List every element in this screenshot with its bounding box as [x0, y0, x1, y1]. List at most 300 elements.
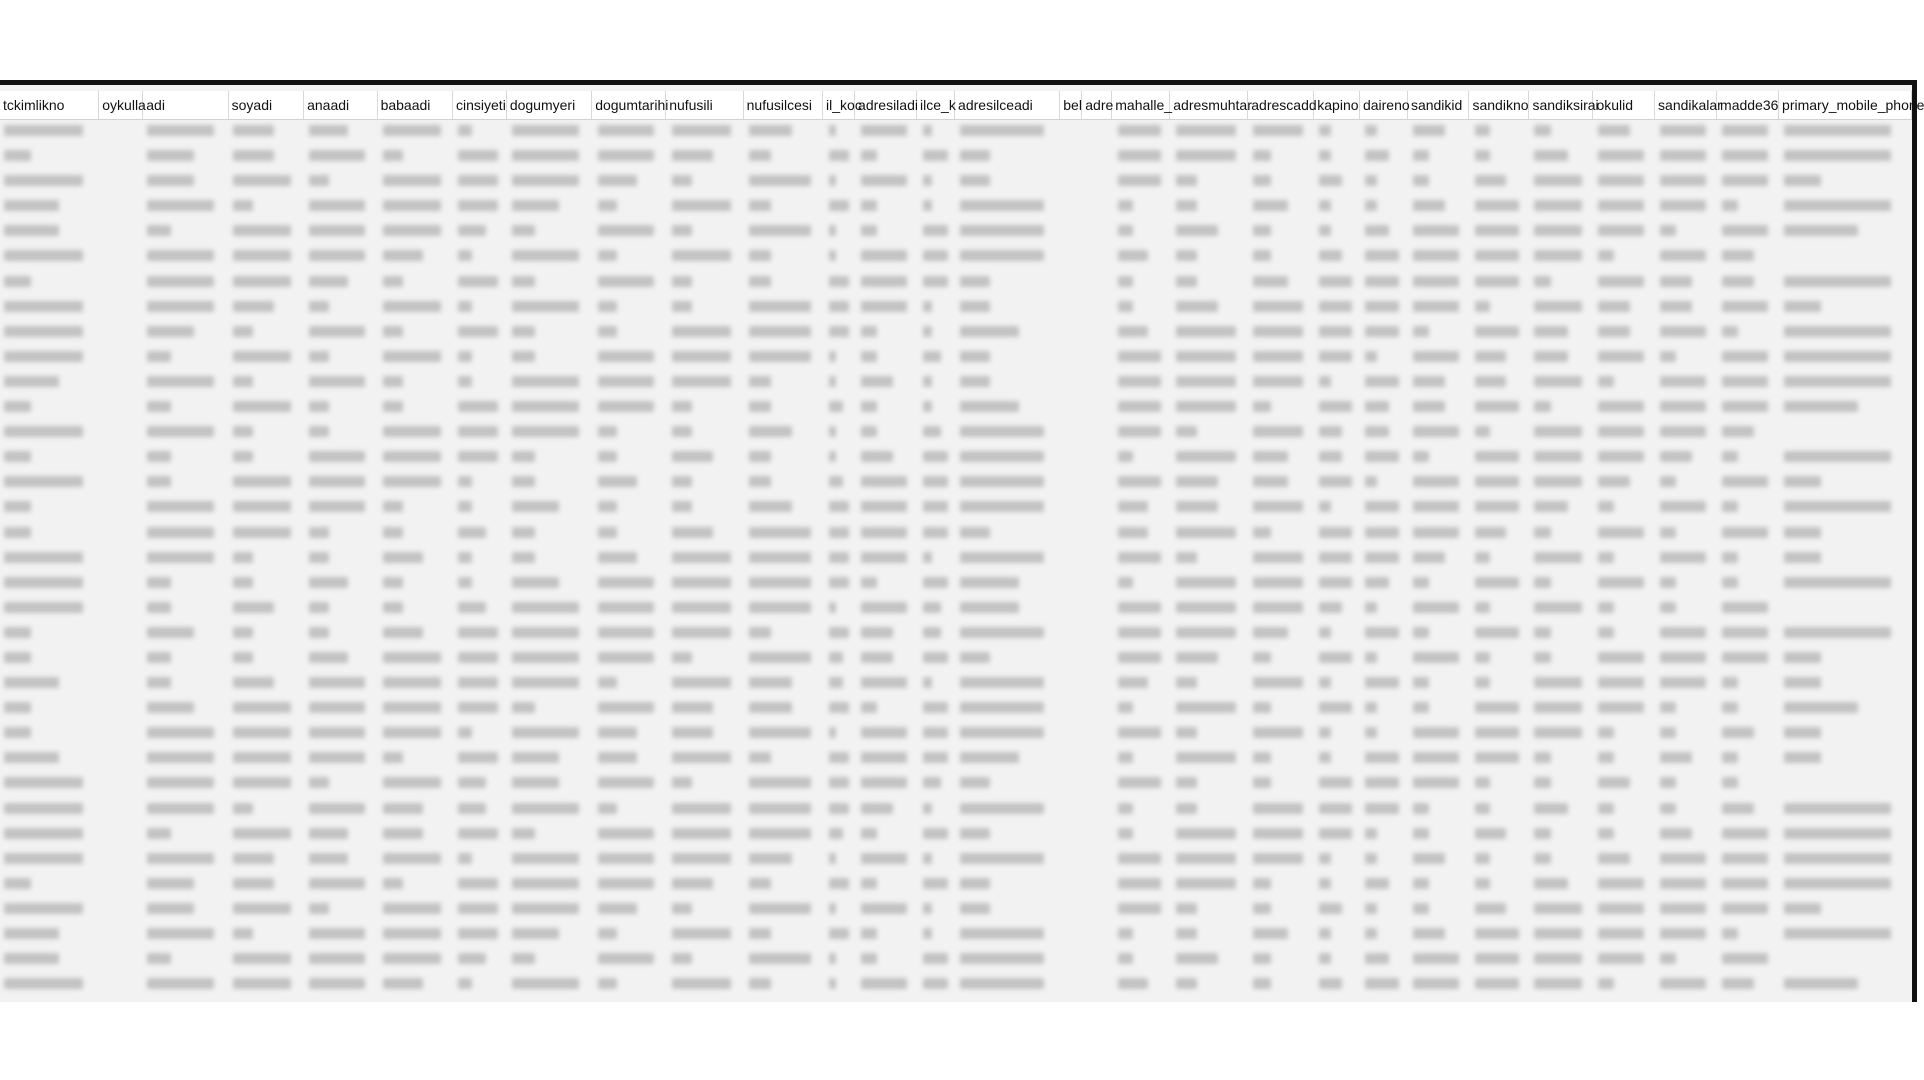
table-cell [508, 495, 594, 520]
table-cell [454, 646, 508, 671]
blurred-cell-value [1176, 376, 1236, 387]
table-cell [1315, 746, 1361, 771]
table-cell [825, 395, 857, 420]
column-header-oykulla[interactable]: oykulla [99, 91, 143, 119]
blurred-cell-value [923, 125, 932, 136]
blurred-cell-value [1413, 677, 1429, 688]
blurred-cell-value [749, 577, 811, 588]
table-cell [229, 746, 305, 771]
blurred-cell-value [233, 476, 291, 487]
table-row [0, 822, 1912, 847]
blurred-cell-value [383, 777, 441, 788]
table-cell [143, 244, 229, 269]
table-cell [1471, 345, 1531, 370]
table-cell [1172, 521, 1250, 546]
table-row [0, 169, 1912, 194]
blurred-cell-value [861, 326, 877, 337]
blurred-cell-value [1118, 451, 1133, 462]
table-cell [379, 144, 455, 169]
blurred-cell-value [1118, 627, 1161, 638]
column-header-babaadi[interactable]: babaadi [378, 91, 453, 119]
blurred-cell-value [1365, 401, 1389, 412]
table-cell [745, 370, 825, 395]
blurred-data-rows [0, 119, 1912, 997]
table-cell [668, 771, 746, 796]
table-cell [1249, 646, 1315, 671]
blurred-cell-value [233, 978, 291, 989]
table-cell [229, 521, 305, 546]
table-cell [1062, 721, 1084, 746]
blurred-cell-value [1413, 552, 1445, 563]
table-cell [305, 395, 379, 420]
blurred-cell-value [1319, 552, 1352, 563]
column-header-adresilceadi[interactable]: adresilceadi [955, 91, 1060, 119]
blurred-cell-value [672, 627, 732, 638]
table-cell [956, 495, 1062, 520]
blurred-cell-value [1365, 426, 1389, 437]
table-cell [305, 947, 379, 972]
table-cell [508, 445, 594, 470]
table-cell [668, 521, 746, 546]
table-cell [1172, 169, 1250, 194]
blurred-cell-value [1319, 426, 1342, 437]
table-cell [143, 671, 229, 696]
blurred-cell-value [1413, 376, 1445, 387]
table-cell [1530, 119, 1594, 144]
table-cell [1530, 219, 1594, 244]
blurred-cell-value [1475, 602, 1491, 613]
column-header-mahalle-[interactable]: mahalle_ [1112, 91, 1170, 119]
table-cell [454, 872, 508, 897]
blurred-cell-value [1253, 451, 1288, 462]
table-cell [100, 947, 144, 972]
blurred-cell-value [960, 125, 1044, 136]
table-cell [1656, 495, 1718, 520]
spreadsheet-grid[interactable] [0, 80, 1924, 1002]
table-row [0, 696, 1912, 721]
blurred-cell-value [1365, 677, 1399, 688]
blurred-cell-value [923, 928, 932, 939]
column-header-madde36[interactable]: madde36 [1717, 91, 1779, 119]
table-cell [857, 445, 919, 470]
blurred-cell-value [458, 577, 472, 588]
table-cell [594, 495, 668, 520]
blurred-cell-value [383, 225, 441, 236]
column-header-daireno[interactable]: daireno [1360, 91, 1408, 119]
blurred-cell-value [309, 276, 348, 287]
table-cell [1315, 270, 1361, 295]
blurred-cell-value [1118, 552, 1161, 563]
table-cell [1114, 847, 1172, 872]
table-cell [229, 119, 305, 144]
column-header-soyadi[interactable]: soyadi [229, 91, 304, 119]
table-cell [229, 822, 305, 847]
table-cell [1315, 872, 1361, 897]
blurred-cell-value [1365, 250, 1399, 261]
blurred-cell-value [1598, 903, 1644, 914]
blurred-cell-value [309, 250, 366, 261]
column-header-primary-mobile-phone[interactable]: primary_mobile_phone [1779, 91, 1912, 119]
table-cell [508, 847, 594, 872]
table-cell [1249, 822, 1315, 847]
table-cell [1594, 470, 1656, 495]
blurred-cell-value [309, 326, 366, 337]
table-cell [100, 972, 144, 997]
table-cell [594, 395, 668, 420]
table-cell [229, 194, 305, 219]
table-cell [919, 345, 957, 370]
blurred-cell-value [233, 928, 253, 939]
table-cell [454, 696, 508, 721]
blurred-cell-value [829, 928, 850, 939]
table-cell [305, 621, 379, 646]
column-header-sandikno[interactable]: sandikno [1469, 91, 1529, 119]
blurred-cell-value [1784, 552, 1821, 563]
column-header-adresmuhtar[interactable]: adresmuhtar [1170, 91, 1248, 119]
table-cell [100, 194, 144, 219]
table-cell [1172, 320, 1250, 345]
column-header-kapino[interactable]: kapino [1314, 91, 1360, 119]
table-cell [1084, 295, 1114, 320]
table-cell [1594, 546, 1656, 571]
blurred-cell-value [1365, 903, 1377, 914]
table-cell [143, 847, 229, 872]
blurred-cell-value [1176, 878, 1236, 889]
column-header-bel[interactable]: bel [1060, 91, 1082, 119]
blurred-cell-value [1784, 225, 1859, 236]
table-cell [668, 395, 746, 420]
blurred-cell-value [1784, 903, 1821, 914]
blurred-cell-value [598, 426, 618, 437]
table-cell [1361, 521, 1409, 546]
blurred-cell-value [1475, 878, 1491, 889]
table-cell [0, 119, 100, 144]
table-cell [1249, 897, 1315, 922]
blurred-cell-value [1534, 928, 1582, 939]
blurred-cell-value [309, 627, 329, 638]
table-cell [100, 270, 144, 295]
table-cell [305, 696, 379, 721]
table-cell [305, 847, 379, 872]
table-cell [1062, 395, 1084, 420]
column-header-sandiksirai[interactable]: sandiksirai [1529, 91, 1593, 119]
blurred-cell-value [1118, 376, 1161, 387]
table-cell [508, 295, 594, 320]
blurred-cell-value [598, 777, 655, 788]
table-cell [825, 144, 857, 169]
blurred-cell-value [1660, 125, 1706, 136]
table-cell [1361, 295, 1409, 320]
blurred-cell-value [1319, 476, 1352, 487]
blurred-cell-value [1598, 978, 1614, 989]
table-cell [594, 169, 668, 194]
blurred-cell-value [512, 777, 559, 788]
table-cell [379, 721, 455, 746]
table-cell [0, 445, 100, 470]
table-cell [1471, 546, 1531, 571]
table-row [0, 445, 1912, 470]
blurred-cell-value [233, 451, 253, 462]
blurred-cell-value [923, 577, 949, 588]
table-cell [1084, 244, 1114, 269]
table-cell [1530, 295, 1594, 320]
table-cell [229, 144, 305, 169]
blurred-cell-value [829, 527, 850, 538]
table-cell [668, 244, 746, 269]
blurred-cell-value [1722, 501, 1738, 512]
blurred-cell-value [1413, 351, 1459, 362]
blurred-cell-value [1413, 828, 1429, 839]
blurred-cell-value [512, 878, 579, 889]
table-cell [1361, 972, 1409, 997]
column-header-nufusilcesi[interactable]: nufusilcesi [744, 91, 823, 119]
table-cell [956, 320, 1062, 345]
blurred-cell-value [1319, 928, 1330, 939]
table-cell [508, 771, 594, 796]
table-cell [1530, 771, 1594, 796]
blurred-cell-value [1365, 301, 1399, 312]
blurred-cell-value [4, 276, 31, 287]
blurred-cell-value [1365, 577, 1389, 588]
blurred-cell-value [1660, 652, 1706, 663]
column-header-nufusili[interactable]: nufusili [666, 91, 743, 119]
blurred-cell-value [309, 727, 366, 738]
table-cell [1656, 646, 1718, 671]
table-cell [305, 922, 379, 947]
column-header-anaadi[interactable]: anaadi [304, 91, 377, 119]
blurred-cell-value [1176, 627, 1236, 638]
table-cell [1315, 420, 1361, 445]
blurred-cell-value [1365, 125, 1377, 136]
table-cell [143, 495, 229, 520]
column-header-tckimlikno[interactable]: tckimlikno [0, 91, 99, 119]
table-cell [857, 345, 919, 370]
blurred-cell-value [672, 903, 693, 914]
blurred-cell-value [1784, 501, 1891, 512]
table-cell [100, 847, 144, 872]
table-cell [1315, 546, 1361, 571]
table-cell [0, 746, 100, 771]
blurred-cell-value [1253, 501, 1303, 512]
table-cell [143, 696, 229, 721]
table-cell [143, 822, 229, 847]
blurred-cell-value [1722, 351, 1768, 362]
blurred-cell-value [923, 803, 932, 814]
table-cell [1656, 897, 1718, 922]
blurred-cell-value [1722, 426, 1754, 437]
blurred-cell-value [309, 953, 366, 964]
table-cell [745, 696, 825, 721]
table-cell [1656, 671, 1718, 696]
blurred-cell-value [4, 501, 31, 512]
table-cell [1409, 194, 1471, 219]
blurred-cell-value [458, 451, 497, 462]
table-cell [229, 395, 305, 420]
blurred-cell-value [512, 652, 579, 663]
table-cell [1249, 270, 1315, 295]
blurred-cell-value [1253, 853, 1303, 864]
blurred-cell-value [923, 727, 949, 738]
blurred-cell-value [672, 276, 693, 287]
column-header-cinsiyeti[interactable]: cinsiyeti [453, 91, 507, 119]
blurred-cell-value [458, 476, 472, 487]
blurred-cell-value [1365, 803, 1399, 814]
table-cell [919, 445, 957, 470]
blurred-cell-value [233, 125, 274, 136]
blurred-cell-value [1784, 451, 1891, 462]
table-cell [379, 596, 455, 621]
blurred-cell-value [923, 175, 932, 186]
table-cell [1656, 194, 1718, 219]
column-header-dogumtarihi[interactable]: dogumtarihi [592, 91, 666, 119]
blurred-cell-value [383, 326, 403, 337]
table-cell [229, 596, 305, 621]
blurred-cell-value [1722, 301, 1768, 312]
blurred-cell-value [309, 803, 366, 814]
table-cell [1409, 345, 1471, 370]
blurred-cell-value [1598, 426, 1644, 437]
table-cell [1062, 320, 1084, 345]
blurred-cell-value [861, 777, 907, 788]
table-cell [100, 797, 144, 822]
table-cell [668, 320, 746, 345]
table-cell [745, 847, 825, 872]
table-cell [956, 194, 1062, 219]
table-cell [1718, 596, 1780, 621]
table-cell [668, 797, 746, 822]
blurred-cell-value [923, 702, 949, 713]
blurred-cell-value [147, 175, 194, 186]
table-cell [1594, 219, 1656, 244]
blurred-cell-value [1253, 577, 1303, 588]
table-cell [454, 822, 508, 847]
column-header-il-koc[interactable]: il_koc [823, 91, 855, 119]
blurred-cell-value [309, 903, 329, 914]
column-header-sandikid[interactable]: sandikid [1408, 91, 1470, 119]
blurred-cell-value [1253, 150, 1270, 161]
blurred-cell-value [512, 803, 579, 814]
blurred-cell-value [1253, 326, 1303, 337]
blurred-cell-value [749, 527, 811, 538]
blurred-cell-value [829, 953, 836, 964]
blurred-cell-value [672, 978, 732, 989]
column-header-adi[interactable]: adi [143, 91, 228, 119]
table-row [0, 546, 1912, 571]
blurred-cell-value [1598, 150, 1644, 161]
table-cell [1780, 395, 1912, 420]
blurred-cell-value [829, 276, 850, 287]
table-cell [1315, 445, 1361, 470]
column-header-adresiladi[interactable]: adresiladi [855, 91, 917, 119]
table-cell [919, 270, 957, 295]
table-cell [1780, 420, 1912, 445]
table-cell [100, 696, 144, 721]
blurred-cell-value [512, 326, 535, 337]
blurred-cell-value [1176, 451, 1236, 462]
table-cell [100, 897, 144, 922]
table-cell [594, 445, 668, 470]
column-header-okulid[interactable]: okulid [1593, 91, 1655, 119]
blurred-cell-value [861, 276, 907, 287]
blurred-cell-value [1365, 702, 1377, 713]
blurred-cell-value [1475, 401, 1520, 412]
blurred-cell-value [923, 652, 949, 663]
column-header-ilce-k[interactable]: ilce_k [917, 91, 955, 119]
table-cell [1530, 345, 1594, 370]
blurred-cell-value [1413, 426, 1459, 437]
table-cell [508, 345, 594, 370]
table-cell [1249, 470, 1315, 495]
table-cell [668, 169, 746, 194]
blurred-cell-value [1176, 677, 1197, 688]
table-cell [379, 219, 455, 244]
column-header-adrescadd[interactable]: adrescadd [1248, 91, 1314, 119]
table-cell [745, 897, 825, 922]
blurred-cell-value [672, 953, 693, 964]
table-cell [1718, 546, 1780, 571]
blurred-cell-value [749, 301, 811, 312]
blurred-cell-value [749, 376, 771, 387]
table-cell [668, 495, 746, 520]
table-cell [919, 822, 957, 847]
blurred-cell-value [4, 527, 31, 538]
table-cell [305, 495, 379, 520]
table-cell [229, 345, 305, 370]
table-cell [1594, 420, 1656, 445]
table-cell [1249, 847, 1315, 872]
blurred-cell-value [1413, 200, 1445, 211]
column-header-adre[interactable]: adre [1082, 91, 1112, 119]
blurred-cell-value [829, 627, 850, 638]
table-cell [1780, 144, 1912, 169]
table-cell [594, 470, 668, 495]
table-cell [1361, 621, 1409, 646]
blurred-cell-value [672, 727, 714, 738]
column-header-dogumyeri[interactable]: dogumyeri [507, 91, 592, 119]
blurred-cell-value [4, 752, 59, 763]
blurred-cell-value [1475, 351, 1506, 362]
table-cell [745, 320, 825, 345]
blurred-cell-value [458, 175, 497, 186]
blurred-cell-value [960, 301, 989, 312]
table-cell [1718, 947, 1780, 972]
table-cell [919, 320, 957, 345]
blurred-cell-value [1784, 476, 1821, 487]
blurred-cell-value [1319, 828, 1352, 839]
table-cell [1084, 395, 1114, 420]
column-header-sandikalar[interactable]: sandikalar [1655, 91, 1717, 119]
table-cell [1594, 972, 1656, 997]
table-cell [229, 370, 305, 395]
table-cell [1084, 144, 1114, 169]
table-cell [379, 746, 455, 771]
blurred-cell-value [233, 326, 253, 337]
blurred-cell-value [960, 752, 1019, 763]
table-cell [1409, 144, 1471, 169]
table-cell [956, 771, 1062, 796]
blurred-cell-value [1475, 150, 1491, 161]
blurred-cell-value [1784, 752, 1821, 763]
blurred-cell-value [1176, 401, 1236, 412]
table-cell [1471, 270, 1531, 295]
table-cell [1315, 797, 1361, 822]
blurred-cell-value [1413, 752, 1459, 763]
table-cell [1780, 972, 1912, 997]
table-cell [1594, 345, 1656, 370]
table-cell [1361, 696, 1409, 721]
blurred-cell-value [960, 451, 1044, 462]
table-cell [1409, 872, 1471, 897]
